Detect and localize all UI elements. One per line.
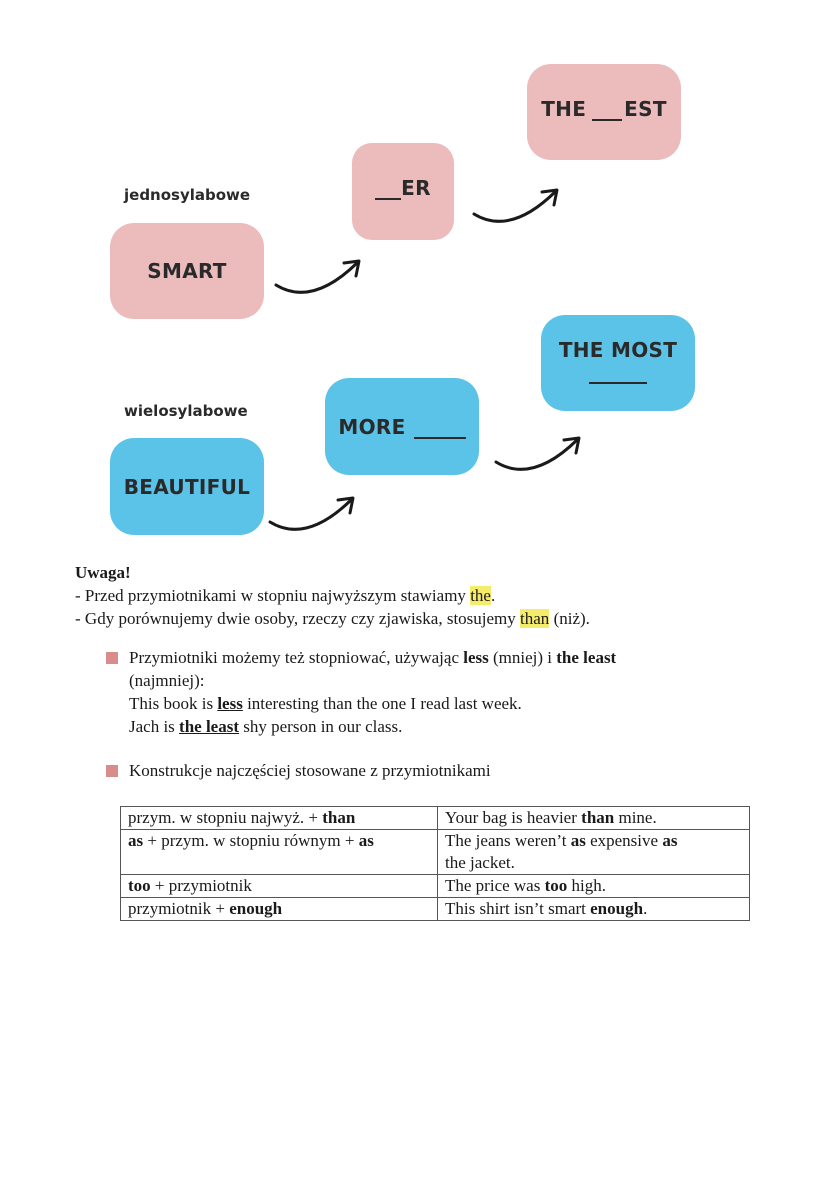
the-prefix: THE bbox=[541, 97, 587, 121]
note-line-2 bbox=[75, 607, 590, 630]
blank-line bbox=[592, 101, 622, 121]
section-text: Przymiotniki możemy też stopniować, używając bbox=[129, 648, 464, 667]
note-block bbox=[75, 561, 590, 630]
example-2 bbox=[129, 715, 769, 738]
example-1 bbox=[129, 692, 769, 715]
smart-box bbox=[110, 223, 264, 319]
example-keyword: less bbox=[217, 694, 243, 713]
example-keyword: the least bbox=[179, 717, 240, 736]
example-text: Jach is bbox=[129, 717, 180, 736]
table-cell: This shirt isn’t smart enough. bbox=[438, 898, 750, 921]
section-constructions-title: Konstrukcje najczęściej stosowane z przymiotnikami bbox=[129, 761, 491, 780]
the-est-box bbox=[527, 64, 681, 160]
smart-word: SMART bbox=[147, 259, 227, 283]
section-less-line1 bbox=[129, 646, 769, 669]
curved-arrow-icon bbox=[272, 255, 368, 301]
bullet-square-icon bbox=[106, 765, 118, 777]
curved-arrow-icon bbox=[266, 492, 362, 538]
section-text: (mniej) i bbox=[488, 648, 557, 667]
the-most-word: THE MOST bbox=[558, 338, 678, 362]
er-box bbox=[352, 143, 454, 240]
bullet-square-icon bbox=[106, 652, 118, 664]
note-text: - Gdy porównujemy dwie osoby, rzeczy czy zjawiska, stosujemy bbox=[75, 609, 521, 628]
est-suffix: EST bbox=[624, 97, 667, 121]
table-cell: too + przymiotnik bbox=[121, 875, 438, 898]
blank-line bbox=[375, 180, 401, 200]
note-heading: Uwaga! bbox=[75, 563, 131, 582]
table-cell: Your bag is heavier than mine. bbox=[438, 807, 750, 830]
table-cell: The price was too high. bbox=[438, 875, 750, 898]
more-box bbox=[325, 378, 479, 475]
example-text: interesting than the one I read last week. bbox=[242, 694, 522, 713]
keyword-the-least: the least bbox=[556, 648, 617, 667]
curved-arrow-icon bbox=[470, 184, 566, 230]
table-cell: as + przym. w stopniu równym + as bbox=[121, 830, 438, 875]
more-word: MORE bbox=[338, 414, 406, 439]
table-cell: The jeans weren’t as expensive as the jacket. bbox=[438, 830, 750, 875]
curved-arrow-icon bbox=[492, 432, 588, 478]
note-text: - Przed przymiotnikami w stopniu najwyższym stawiamy bbox=[75, 586, 471, 605]
note-text: (niż). bbox=[549, 609, 590, 628]
highlight-than: than bbox=[520, 609, 550, 628]
beautiful-box bbox=[110, 438, 264, 535]
note-line-1 bbox=[75, 584, 590, 607]
section-less-least bbox=[129, 646, 769, 738]
table-row bbox=[121, 875, 750, 898]
the-most-box bbox=[541, 315, 695, 411]
table-cell: przymiotnik + enough bbox=[121, 898, 438, 921]
example-text: shy person in our class. bbox=[239, 717, 403, 736]
keyword-less: less bbox=[463, 648, 489, 667]
highlight-the: the bbox=[470, 586, 491, 605]
constructions-table bbox=[120, 806, 750, 921]
blank-line bbox=[589, 372, 647, 384]
group-label-one-syllable: jednosylabowe bbox=[124, 186, 251, 204]
section-text: (najmniej): bbox=[129, 671, 205, 690]
er-suffix: ER bbox=[401, 175, 431, 200]
note-text: . bbox=[490, 586, 496, 605]
table-row bbox=[121, 807, 750, 830]
example-text: This book is bbox=[129, 694, 218, 713]
blank-line bbox=[414, 419, 466, 439]
table-row bbox=[121, 898, 750, 921]
group-label-multi-syllable: wielosylabowe bbox=[124, 402, 248, 420]
table-row bbox=[121, 830, 750, 875]
beautiful-word: BEAUTIFUL bbox=[123, 474, 251, 499]
table-cell: przym. w stopniu najwyż. + than bbox=[121, 807, 438, 830]
